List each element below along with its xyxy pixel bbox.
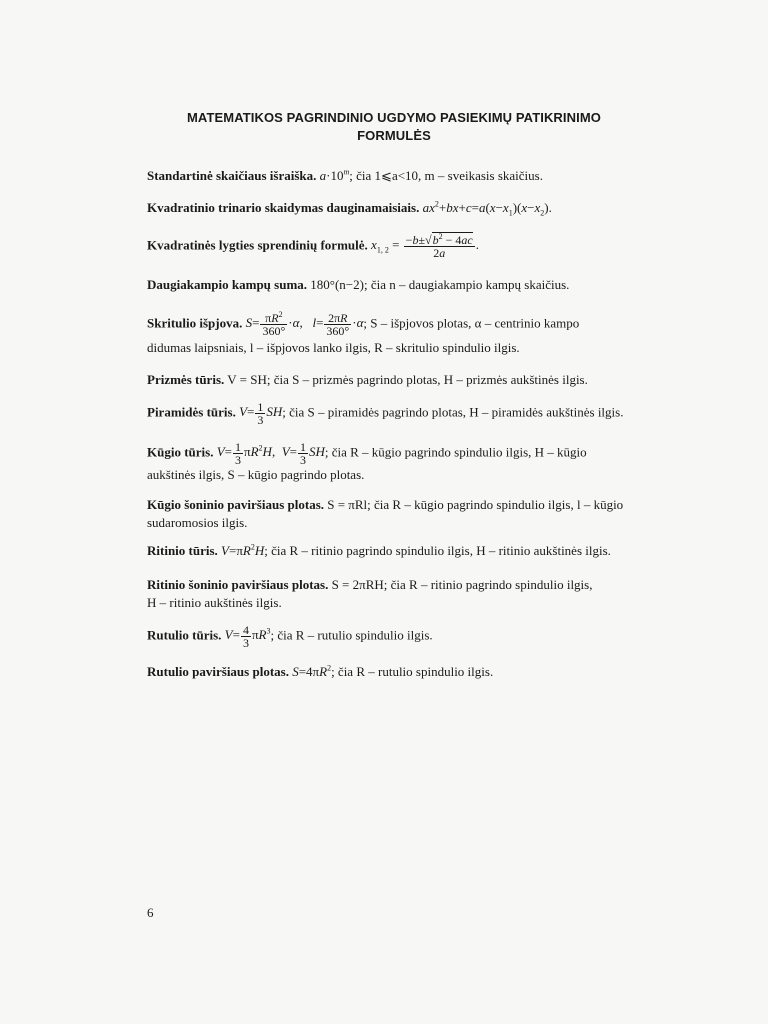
formula-description: ; čia R – ritinio pagrindo spindulio ilgis, H – ritinio aukštinės ilgis. (264, 543, 611, 558)
formula-title: Standartinė skaičiaus išraiška. (147, 168, 317, 183)
formula-cylinder-lateral-area-line2: H – ritinio aukštinės ilgis. (147, 595, 282, 610)
formula-circle-sector-line2: didumas laipsniais, l – išpjovos lanko ilgis, R – skritulio spindulio ilgis. (147, 340, 520, 355)
formula-cone-lateral-area-line2: sudaromosios ilgis. (147, 515, 248, 530)
formula-description: V = SH; čia S – prizmės pagrindo plotas, H – prizmės aukštinės ilgis. (227, 372, 588, 387)
formula-expression: $x_{1, 2}$ = $\frac{-b\pm√b^2 - 4ac}{2a}$ . (371, 232, 479, 260)
page-number: 6 (147, 905, 154, 920)
formula-title: Kvadratinės lygties sprendinių formulė. (147, 237, 368, 253)
formula-description: ; čia 1⩽a<10, m – sveikasis skaičius. (349, 168, 543, 183)
formula-title: Kūgio šoninio paviršiaus plotas. (147, 497, 324, 512)
formula-prism-volume (147, 370, 687, 389)
formula-description: ; S – išpjovos plotas, α – centrinio kampo (363, 315, 580, 331)
formula-title: Prizmės tūris. (147, 372, 225, 387)
formula-cone-volume-line2: aukštinės ilgis, S – kūgio pagrindo plotas. (147, 467, 365, 482)
formula-expression: V= $\frac{1}{3}$ SH (239, 400, 283, 427)
formula-title: Piramidės tūris. (147, 404, 236, 420)
formula-description: S = 2πRH; čia R – ritinio pagrindo spindulio ilgis, (331, 577, 593, 592)
title-line-1: MATEMATIKOS PAGRINDINIO UGDYMO PASIEKIMŲ PATIKRINIMO (187, 110, 601, 125)
formula-title: Kūgio tūris. (147, 444, 214, 460)
formula-sphere-surface-area (147, 662, 687, 681)
page-title (150, 109, 638, 145)
formula-cylinder-lateral-area (147, 575, 687, 594)
formula-title: Rutulio tūris. (147, 627, 222, 643)
formula-sphere-volume (147, 624, 687, 649)
formula-description: ; čia R – rutulio spindulio ilgis. (331, 664, 494, 679)
formula-expression: V= $\frac{4}{3}$ $\pi R^3$ (224, 623, 271, 650)
formula-polygon-angle-sum (147, 275, 687, 294)
formula-description: ; čia R – kūgio pagrindo spindulio ilgis, H – kūgio (324, 444, 587, 460)
formula-description: S = πRl; čia R – kūgio pagrindo spindulio ilgis, l – kūgio (327, 497, 624, 512)
formula-title: Daugiakampio kampų suma. (147, 277, 308, 292)
formula-cylinder-volume (147, 541, 687, 560)
formula-standard-form (147, 166, 687, 185)
formula-description: ; čia R – rutulio spindulio ilgis. (270, 627, 433, 643)
formula-description: 180°(n−2); čia n – daugiakampio kampų skaičius. (310, 277, 570, 292)
formula-title: Kvadratinio trinario skaidymas dauginamaisiais. (147, 200, 420, 215)
formula-description: ; čia S – piramidės pagrindo plotas, H – piramidės aukštinės ilgis. (282, 404, 624, 420)
formula-title: Rutulio paviršiaus plotas. (147, 664, 289, 679)
formula-cone-volume (147, 441, 687, 466)
formula-title: Skritulio išpjova. (147, 315, 243, 331)
formula-pyramid-volume (147, 401, 687, 426)
formula-quadratic-factoring (147, 198, 687, 217)
title-line-2: FORMULĖS (357, 128, 431, 143)
formula-title: Ritinio tūris. (147, 543, 218, 558)
formula-expression: S= $\frac{\pi R^2}{360^\circ}$ ·α, l= $\frac{2\pi R}{360^\circ}$ ·α (245, 310, 364, 338)
formula-title: Ritinio šoninio paviršiaus plotas. (147, 577, 329, 592)
formula-expression: $V=\pi R^2H$ (221, 542, 265, 558)
formula-expression: $a\cdot 10^m$ (319, 167, 350, 183)
formula-expression: $S=4\pi R^2$ (292, 663, 332, 679)
formula-quadratic-roots (147, 234, 687, 259)
formula-expression: V= $\frac{1}{3}$ $\pi R^2H$, V= $\frac{1}{3}$ SH (216, 440, 325, 467)
formula-expression: $ax^2+bx+c=a(x-x_1)(x-x_2)$. (422, 199, 552, 218)
formula-cone-lateral-area (147, 495, 687, 514)
formula-circle-sector (147, 312, 687, 337)
